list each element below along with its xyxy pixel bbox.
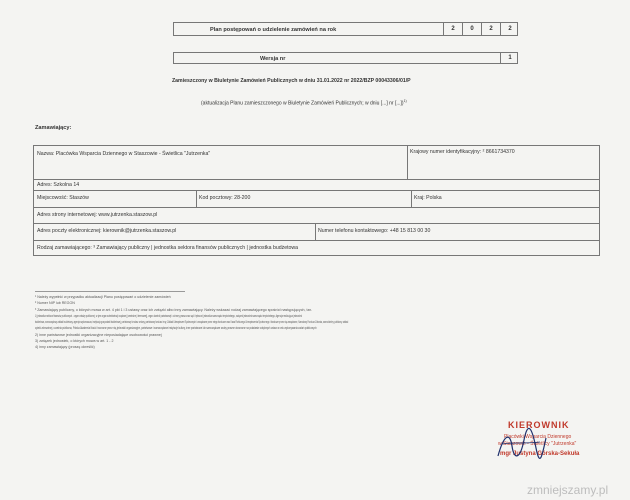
version-row <box>173 52 518 64</box>
official-stamp <box>470 420 610 468</box>
address-field: Adres: Szkolna 14 <box>37 182 80 188</box>
national-id-field: Krajowy numer identyfikacyjny: ² 8661734370 <box>410 149 515 155</box>
update-line: (aktualizacja Planu zamieszczonego w Biuletynie Zamówień Publicznych; w dniu [...] nr [...])$^{1)}$ <box>201 99 407 107</box>
plan-label: Plan postępowań o udzielenie zamówień na rok <box>210 27 337 33</box>
footnote-6: opieki zdrowotnej, uczelnia publiczna, Polska Akademia Nauk i tworzone przez nią jednostki organizacyjne, państwowe i samorządowe instytucje kultury, inne państwowe lub samorządowe osoby prawne utworzone na podstawie odrębnych ustaw w celu wykonywania zadań publicznych <box>35 326 317 330</box>
footnote-1: ¹ Należy wypełnić w przypadku aktualizacji Planu postępowań o udzielenie zamówień <box>35 295 171 299</box>
published-line: Zamieszczony w Biuletynie Zamówień Publicznych w dniu 31.01.2022 nr 2022/BZP 00043306/01/P <box>172 78 411 84</box>
footnote-5: budżetowa, samorządowy zakład budżetowy, agencja wykonawcza, instytucja gospodarki budżetowej, państwowy fundusz celowy, państwowy fundusz inny; Zakład Ubezpieczeń Społecznych i zarządzane przez niego fundusze oraz Kasa Rolniczego Ubezpieczenia Społecznego i fundusze przez nią zarządzane, Narodowy Fundusz Zdrowia, samodzielny publiczny zakład <box>35 320 349 324</box>
postal-code-field: Kod pocztowy: 28-200 <box>199 195 251 201</box>
version-label: Wersja nr <box>260 56 286 62</box>
plan-year-row <box>173 22 518 36</box>
footnote-4: 1) jednostka sektora finansów publicznych - organ władzy publicznej, w tym organ administracji rządowej (centralnej i terenowej), organ kontroli państwowej i ochrony prawa oraz sąd i trybunał; jednostka samorządu terytorialnego, związek jednostek samorządu terytorialnego; Agencja realizująca jednostek <box>35 314 302 318</box>
year-digit-2: 0 <box>462 22 481 36</box>
watermark: zmniejszamy.pl <box>527 483 609 497</box>
year-digit-1: 2 <box>443 22 462 36</box>
footnote-8: 3) związek jednostek, o których mowa w art. 1 - 2 <box>35 339 114 343</box>
authority-type-field: Rodzaj zamawiającego: ³ Zamawiający publiczny | jednostka sektora finansów publicznych | jednostka budżetowa <box>37 245 299 251</box>
version-number: 1 <box>500 52 519 64</box>
footnote-3: ³ Zamawiający publiczny, o których mowa w art. 4 pkt 1 i 3 ustawy oraz ich związki albo inny zamawiający. Należy wskazać rodzaj zamawiającego spośród następujących, tzn. <box>35 308 313 312</box>
stamp-line-1: Placówki Wsparcia Dziennego <box>504 434 572 440</box>
email-field: Adres poczty elektronicznej: kierownik@jutrzenka.staszow.pl <box>37 228 177 234</box>
city-field: Miejscowość: Staszów <box>37 195 89 201</box>
name-field: Nazwa: Placówka Wsparcia Dziennego w Staszowie - Świetlica "Jutrzenka" <box>37 151 211 157</box>
footnote-9: 4) inny zamawiający (proszę określić) <box>35 345 95 349</box>
year-digits <box>443 22 519 36</box>
stamp-name: mgr Justyna Górska-Sekuła <box>500 451 580 457</box>
footnote-7: 2) inne państwowe jednostki organizacyjne nieposiadające osobowości prawnej <box>35 333 162 337</box>
contracting-authority-form <box>33 145 600 256</box>
stamp-title: KIEROWNIK <box>508 420 570 430</box>
country-field: Kraj: Polska <box>414 195 442 201</box>
signature-scribble <box>490 426 550 464</box>
footnote-divider <box>35 291 185 292</box>
website-field: Adres strony internetowej: www.jutrzenka.staszow.pl <box>37 212 158 218</box>
section-title: Zamawiający: <box>35 125 72 131</box>
stamp-line-2: w Staszowie - Świetlicy "Jutrzenka" <box>498 441 577 447</box>
footnote-2: ² Numer NIP lub REGON <box>35 301 75 305</box>
year-digit-3: 2 <box>481 22 500 36</box>
year-digit-4: 2 <box>500 22 519 36</box>
phone-field: Numer telefonu kontaktowego: +48 15 813 00 30 <box>318 228 431 234</box>
